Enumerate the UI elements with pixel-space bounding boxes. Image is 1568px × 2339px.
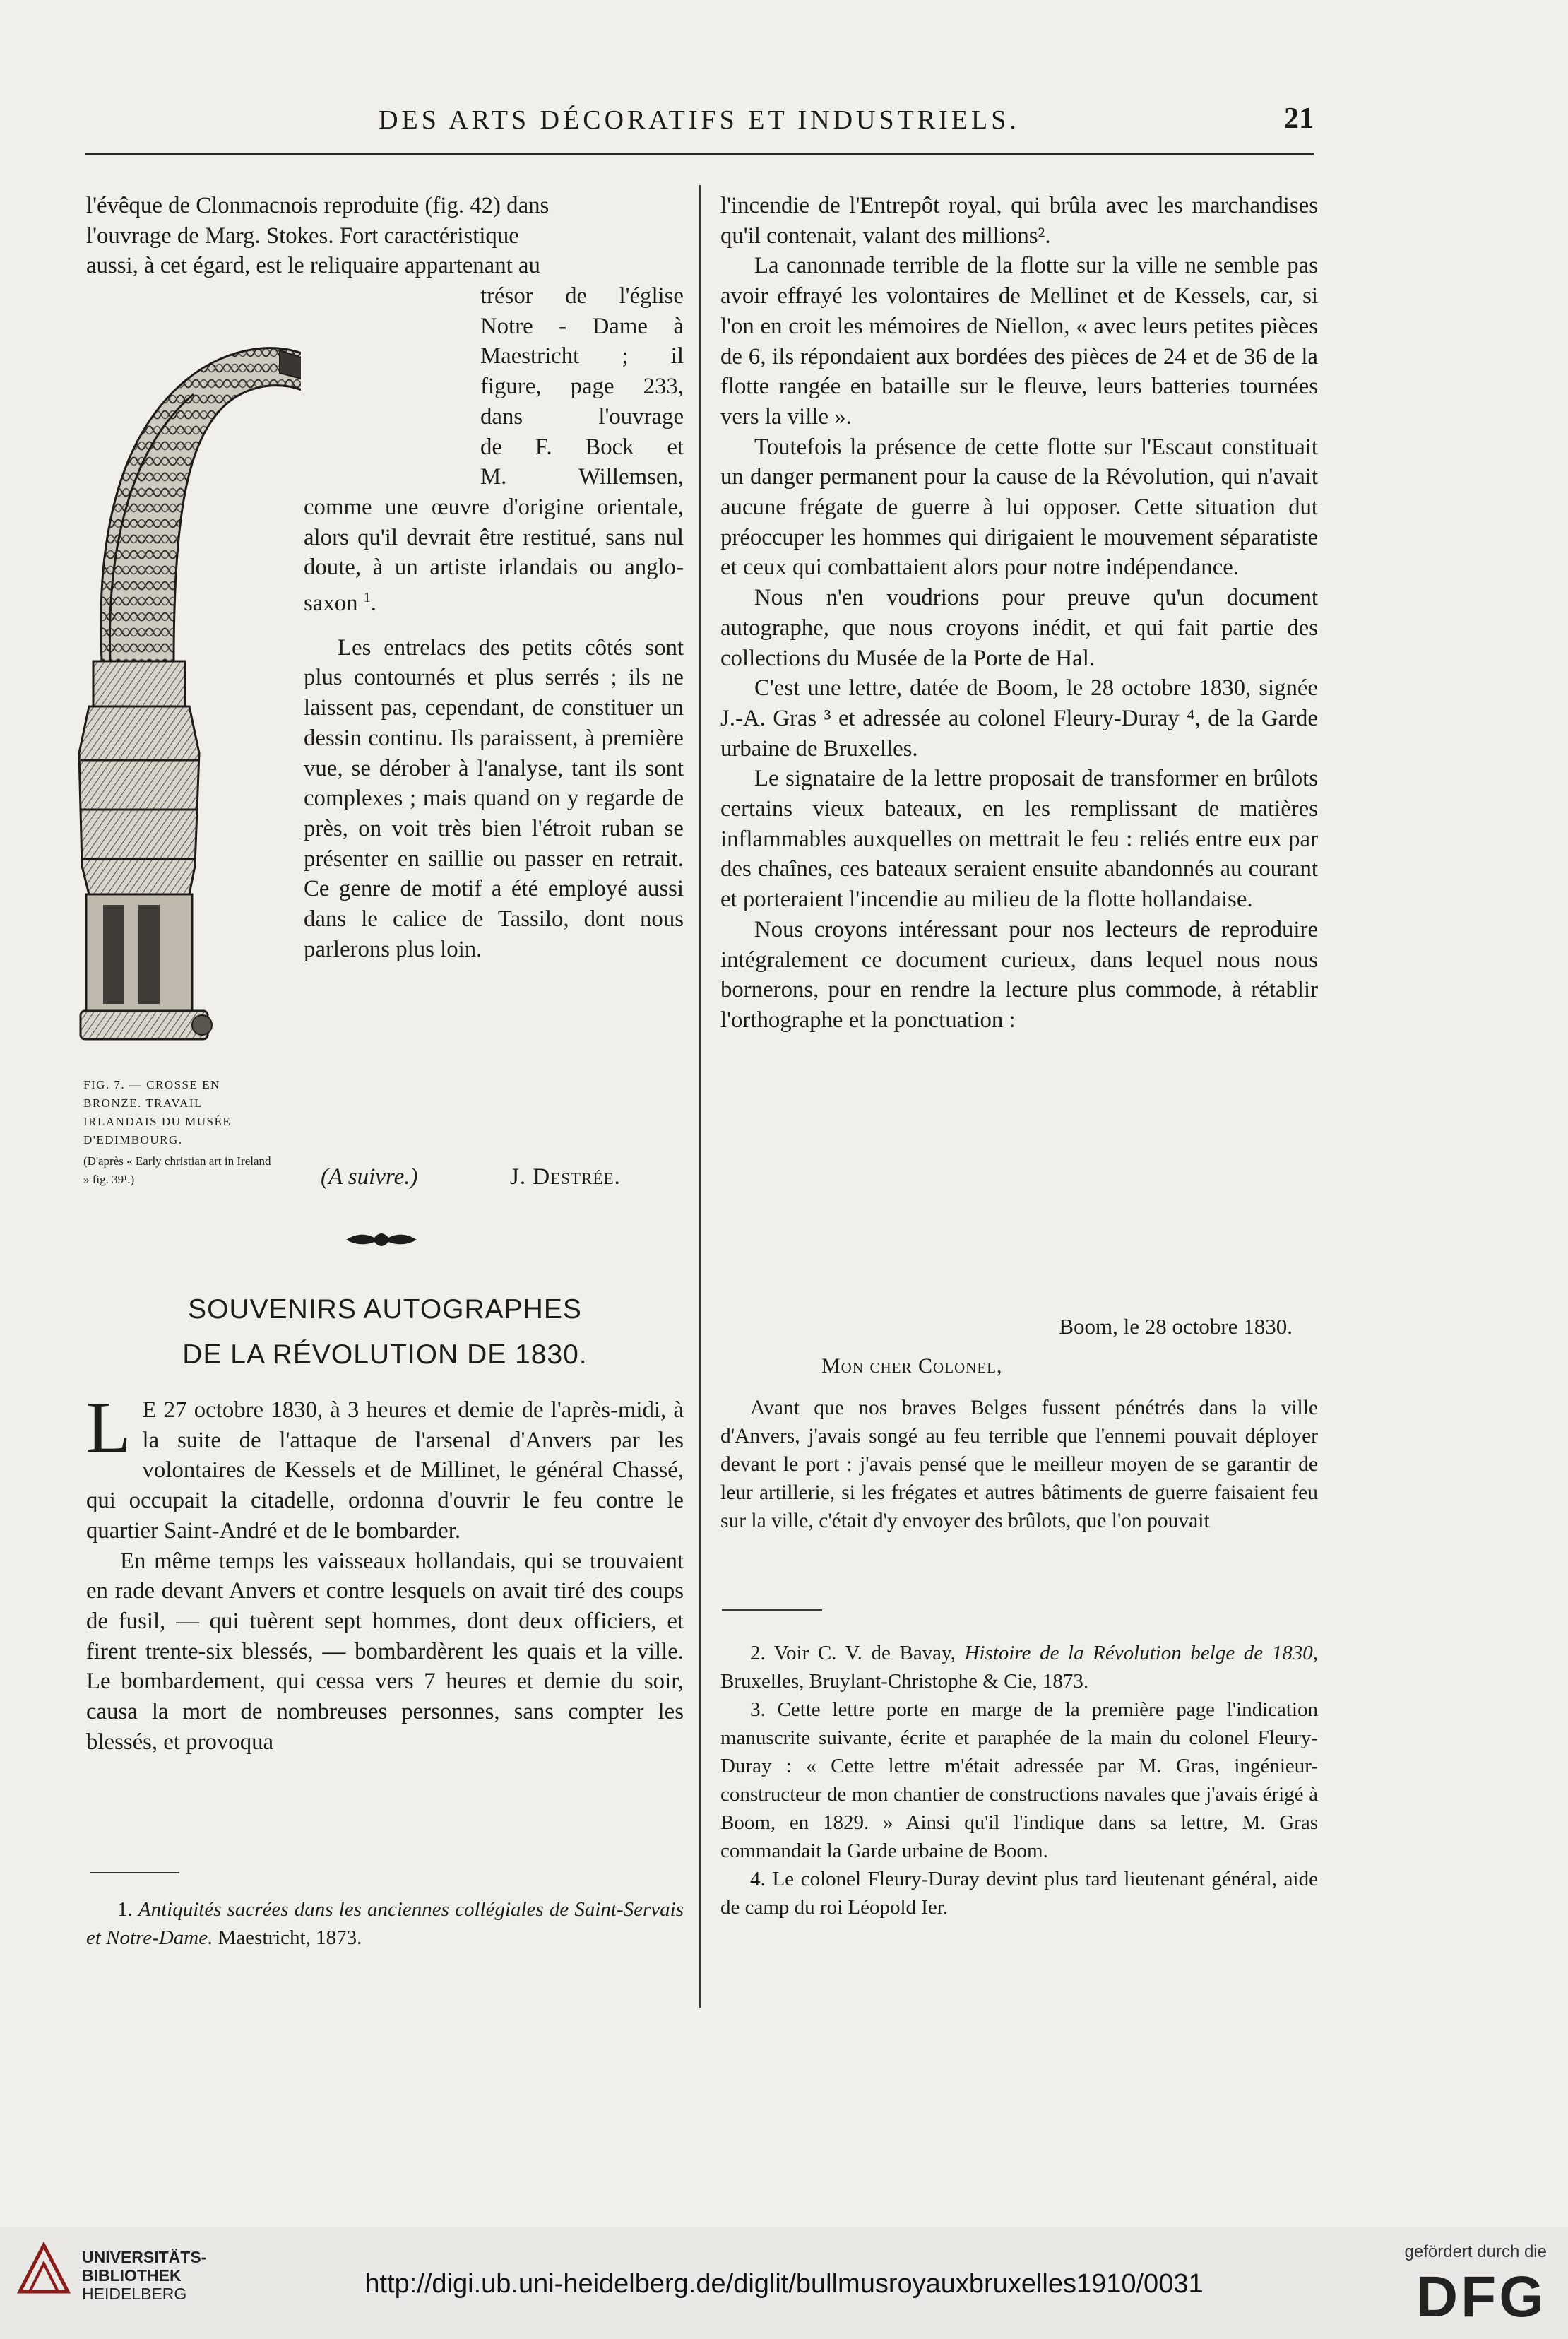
beside-line: Notre - Dame à bbox=[480, 313, 684, 339]
paragraph: Toutefois la présence de cette flotte sur l'Escaut constituait un danger permanent pour la cause de la Révolution, qui n'avait aucune frégate de guerre à lui opposer. Cette situation dut préoccuper les hommes qui dirigaient le mouvement séparatiste et ceux qui combattaient alors pour notre indépendance. bbox=[720, 434, 1318, 581]
footnote-rule bbox=[722, 1609, 822, 1611]
wrapped-text-beside-figure bbox=[304, 492, 684, 964]
paragraph: C'est une lettre, datée de Boom, le 28 octobre 1830, signée J.-A. Gras ³ et adressée au colonel Fleury-Duray ⁴, de la Garde urbaine de Bruxelles. bbox=[720, 675, 1318, 762]
column-divider bbox=[699, 185, 701, 2008]
letter-salutation: Mon cher Colonel, bbox=[821, 1354, 1003, 1378]
header-rule bbox=[85, 153, 1314, 155]
paragraph: La canonnade terrible de la flotte sur la ville ne semble pas avoir effrayé les volontaires de Mellinet et de Kessels, car, si l'on en croit les mémoires de Niellon, « avec leurs petites pièces de 6, ils répondaient aux bordées des pièces de 24 et de 36 de la flotte rangée en bataille sur le fleuve, leurs batteries tournées vers la ville ». bbox=[720, 253, 1318, 430]
paragraph: En même temps les vaisseaux hollandais, qui se trouvaient en rade devant Anvers et contre lesquels on avait tiré des coups de fusil, — qui tuèrent sept hommes, dont deux officiers, et firent trente-six blessés, — bombardèrent les quais et la ville. Le bombardement, qui cessa vers 7 heures et demie du soir, causa la mort de nombreuses personnes, sans compter les blessés, et provoqua bbox=[86, 1548, 684, 1755]
running-title: DES ARTS DÉCORATIFS ET INDUSTRIELS. bbox=[379, 105, 1020, 135]
footnote-4: 4. Le colonel Fleury-Duray devint plus tard lieutenant général, aide de camp du roi Léopold Ier. bbox=[720, 1868, 1318, 1919]
article-body-left bbox=[86, 1387, 684, 1757]
caption-source: (D'après « Early christian art in Ireland » fig. 39¹.) bbox=[83, 1154, 271, 1186]
article-title-line-1: SOUVENIRS AUTOGRAPHES bbox=[188, 1294, 582, 1325]
beside-line: de F. Bock et bbox=[480, 434, 684, 460]
text-beside-figure bbox=[480, 281, 684, 492]
paragraph: Nous croyons intéressant pour nos lecteurs de reproduire intégralement ce document curieux, dans lequel nous nous bornerons, pour en rendre la lecture plus commode, à rétablir l'orthographe et la ponctuation : bbox=[720, 916, 1318, 1033]
beside-line: dans l'ouvrage bbox=[480, 403, 684, 430]
caption-title: FIG. 7. — CROSSE EN BRONZE. TRAVAIL IRLANDAIS DU MUSÉE D'EDIMBOURG. bbox=[83, 1078, 232, 1147]
running-header bbox=[85, 99, 1314, 155]
article-title-line-2: DE LA RÉVOLUTION DE 1830. bbox=[182, 1339, 588, 1370]
page-number: 21 bbox=[1284, 102, 1314, 135]
paragraph: Le signataire de la lettre proposait de transformer en brûlots certains vieux bateaux, en les remplissant de matières inflammables auxquelles on mettrait le feu : reliés entre eux par des chaînes, ces bateaux seraient ensuite abandonnés au courant et porteraient l'incendie au milieu de la flotte hollandaise. bbox=[720, 766, 1318, 913]
paragraph: Les entrelacs des petits côtés sont plus contournés et plus serrés ; ils ne laissent pas, cependant, de constituer un dessin continu. Ils paraissent, à première vue, se dérober à l'analyse, tant ils sont complexes ; mais quand on y regarde de près, on voit très bien l'étroit ruban se présenter en saillie ou passer en retrait. Ce genre de motif a été employé aussi dans le calice de Tassilo, dont nous parlerons plus loin. bbox=[304, 634, 684, 962]
intro-line: l'évêque de Clonmacnois reproduite (fig. 42) dans bbox=[86, 193, 550, 218]
left-intro bbox=[86, 191, 684, 281]
footnote-rule bbox=[90, 1872, 179, 1873]
beside-line: Maestricht ; il bbox=[480, 343, 684, 369]
paragraph: l'incendie de l'Entrepôt royal, qui brûla avec les marchandises qu'il contenait, valant des millions². bbox=[720, 193, 1318, 249]
letter-paragraph: Avant que nos braves Belges fussent pénétrés dans la ville d'Anvers, j'avais songé au feu terrible que l'ennemi pouvait déployer devant le port : j'avais pensé que le meilleur moyen de se garantir de leur artillerie, si les frégates et autres bâtiments de guerre faisaient feu sur la ville, c'était d'y envoyer des brûlots, que l'on pouvait bbox=[720, 1397, 1318, 1532]
paragraph: L E 27 octobre 1830, à 3 heures et demie de l'après-midi, à la suite de l'attaque de l'arsenal d'Anvers par les volontaires de Kessels et de Millinet, le général Chassé, qui occupait la citadelle, ordonna d'ouvrir le feu contre le quartier Saint-André et de le bombarder. bbox=[86, 1387, 684, 1544]
intro-line: l'ouvrage de Marg. Stokes. Fort caractéristique bbox=[86, 223, 519, 249]
figure-caption bbox=[83, 1076, 274, 1189]
right-footnotes bbox=[720, 1639, 1318, 1921]
letter-date: Boom, le 28 octobre 1830. bbox=[1059, 1314, 1293, 1339]
letter-body bbox=[720, 1394, 1318, 1535]
footnote-2: 2. Voir C. V. de Bavay, Histoire de la Révolution belge de 1830, Bruxelles, Bruylant-Christophe & Cie, 1873. bbox=[720, 1642, 1318, 1693]
paragraph: Nous n'en voudrions pour preuve qu'un document autographe, que nous croyons inédit, et qui fait partie des collections du Musée de la Porte de Hal. bbox=[720, 585, 1318, 671]
section-ornament bbox=[343, 1229, 420, 1250]
intro-line: aussi, à cet égard, est le reliquaire appartenant au bbox=[86, 253, 540, 279]
to-be-continued: (A suivre.) bbox=[321, 1164, 418, 1190]
beside-line: M. Willemsen, bbox=[480, 464, 684, 490]
paragraph: comme une œuvre d'origine orientale, alors qu'il devrait être restitué, sans nul doute, à un artiste irlandais ou anglo-saxon $^1$. bbox=[304, 495, 684, 617]
footnote-3: 3. Cette lettre porte en marge de la première page l'indication manuscrite suivante, écrite et paraphée de la main du colonel Fleury-Duray : « Cette lettre m'était adressée par M. Gras, ingénieur-constructeur de mon chantier de constructions navales que j'avais érigé à Boom, en 1829. » Ainsi qu'il l'indique dans sa lettre, M. Gras commandait la Garde urbaine de Boom. bbox=[720, 1698, 1318, 1862]
author-signature: J. Destrée. bbox=[510, 1164, 621, 1190]
bronze-crozier-illustration bbox=[68, 329, 301, 1064]
funded-by-label: gefördert durch die bbox=[1404, 2242, 1547, 2261]
right-column-body bbox=[720, 191, 1318, 1036]
library-banner bbox=[0, 2227, 1568, 2339]
beside-line: figure, page 233, bbox=[480, 374, 684, 400]
footnote-1: 1. Antiquités sacrées dans les anciennes collégiales de Saint-Servais et Notre-Dame. Maestricht, 1873. bbox=[86, 1898, 684, 1949]
permalink-url[interactable]: http://digi.ub.uni-heidelberg.de/diglit/bullmusroyauxbruxelles1910/0031 bbox=[364, 2269, 1204, 2299]
dfg-logo: DFG bbox=[1415, 2265, 1547, 2329]
beside-line: trésor de l'église bbox=[480, 283, 684, 309]
library-name: UNIVERSITÄTS- BIBLIOTHEK HEIDELBERG bbox=[82, 2248, 207, 2303]
drop-cap: L bbox=[86, 1387, 131, 1468]
